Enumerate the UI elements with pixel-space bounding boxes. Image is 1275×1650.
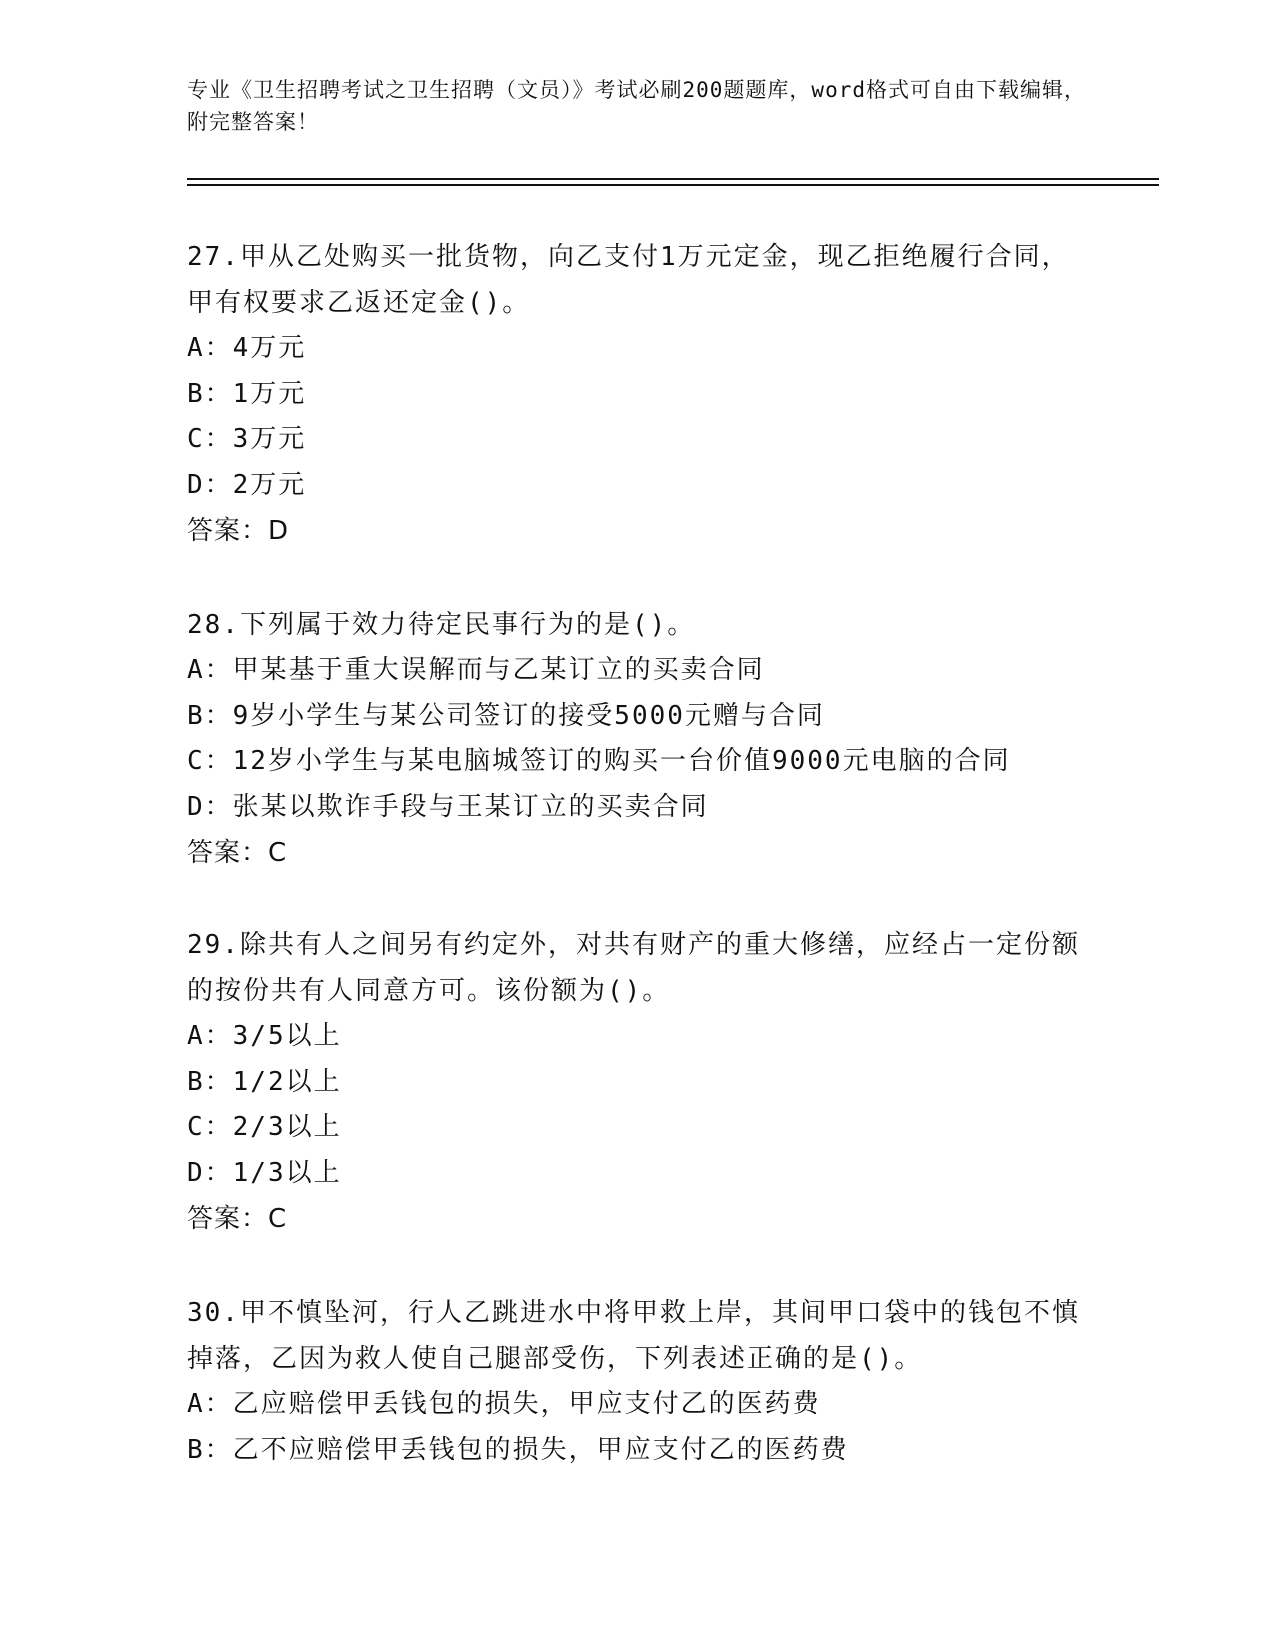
option-d: D：1/3以上 bbox=[187, 1157, 342, 1188]
option-a: A：3/5以上 bbox=[187, 1021, 342, 1051]
question-stem: 28.下列属于效力待定民事行为的是()。 bbox=[187, 610, 696, 640]
option-a: A：乙应赔偿甲丢钱包的损失，甲应支付乙的医药费 bbox=[187, 1389, 821, 1419]
option-b: B：乙不应赔偿甲丢钱包的损失，甲应支付乙的医药费 bbox=[187, 1434, 849, 1465]
document-intro: 专业《卫生招聘考试之卫生招聘（文员）》考试必刷200题题库，word格式可自由下载编辑，附完整答案！ bbox=[187, 78, 1086, 134]
option-b: B：1万元 bbox=[187, 378, 307, 409]
option-b: B：1/2以上 bbox=[187, 1066, 342, 1097]
option-d: D：2万元 bbox=[187, 469, 307, 500]
answer-label: 答案：C bbox=[187, 1204, 288, 1234]
question-27 bbox=[187, 234, 1087, 554]
question-29 bbox=[187, 922, 1087, 1242]
question-stem: 30.甲不慎坠河，行人乙跳进水中将甲救上岸，其间甲口袋中的钱包不慎掉落，乙因为救人使自己腿部受伤，下列表述正确的是()。 bbox=[187, 1298, 1080, 1374]
option-a: A：甲某基于重大误解而与乙某订立的买卖合同 bbox=[187, 655, 765, 685]
header-divider-top bbox=[187, 178, 1159, 180]
header-divider-bottom bbox=[187, 184, 1159, 186]
question-stem: 29.除共有人之间另有约定外，对共有财产的重大修缮，应经占一定份额的按份共有人同意方可。该份额为()。 bbox=[187, 930, 1080, 1006]
option-a: A：4万元 bbox=[187, 333, 307, 363]
option-c: C：3万元 bbox=[187, 424, 307, 454]
question-30 bbox=[187, 1290, 1087, 1473]
answer-label: 答案：C bbox=[187, 838, 288, 868]
question-stem: 27.甲从乙处购买一批货物，向乙支付1万元定金，现乙拒绝履行合同，甲有权要求乙返还定金()。 bbox=[187, 242, 1070, 318]
option-c: C：2/3以上 bbox=[187, 1112, 342, 1142]
question-28 bbox=[187, 602, 1087, 876]
option-b: B：9岁小学生与某公司签订的接受5000元赠与合同 bbox=[187, 700, 825, 731]
option-c: C：12岁小学生与某电脑城签订的购买一台价值9000元电脑的合同 bbox=[187, 746, 1011, 776]
option-d: D：张某以欺诈手段与王某订立的买卖合同 bbox=[187, 791, 709, 822]
answer-label: 答案：D bbox=[187, 516, 290, 546]
